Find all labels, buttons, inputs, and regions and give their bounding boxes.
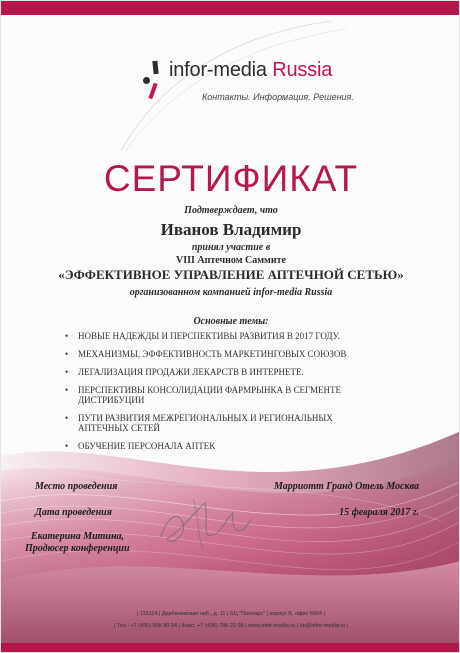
event-title: «ЭФФЕКТИВНОЕ УПРАВЛЕНИЕ АПТЕЧНОЙ СЕТЬЮ» [58, 267, 404, 282]
signature-icon [153, 489, 263, 559]
logo-tagline: Контакты. Информация. Решения. [202, 92, 354, 102]
topic-item: • ЛЕГАЛИЗАЦИЯ ПРОДАЖИ ЛЕКАРСТВ В ИНТЕРНЕТЕ. [65, 367, 365, 377]
topic-item: • ПУТИ РАЗВИТИЯ МЕЖРЕГИОНАЛЬНЫХ И РЕГИОНАЛЬНЫХ АПТЕЧНЫХ СЕТЕЙ [65, 413, 365, 433]
contacts-phones: | Тел.: +7 (495) 995 80 04 | Факс: +7 (495) 786 22 06 | www.infor-media.ru | do@infor-media.ru | [113, 623, 349, 629]
recipient-name: Иванов Владимир [160, 220, 302, 239]
participated-text: принял участие в [191, 242, 271, 253]
signer-role: Продюсер конференции [25, 543, 130, 554]
confirms-text: Подтверждает, что [184, 205, 278, 216]
contacts-address: | 115114 | Дербеневская наб., д. 11 | БЦ "Полларс" | корпус Б, офис 6504 | [136, 611, 326, 617]
signer-name: Екатерина Митина, [31, 531, 125, 542]
topic-item: • ПЕРСПЕКТИВЫ КОНСОЛИДАЦИИ ФАРМРЫНКА В СЕГМЕНТЕ ДИСТРИБУЦИИ [65, 385, 365, 405]
topic-item: • НОВЫЕ НАДЕЖДЫ И ПЕРСПЕКТИВЫ РАЗВИТИЯ В 2017 ГОДУ. [65, 331, 365, 341]
topic-item: • МЕХАНИЗМЫ, ЭФФЕКТИВНОСТЬ МАРКЕТИНГОВЫХ СОЮЗОВ [65, 349, 365, 359]
logo-brand-main: infor-media [169, 59, 267, 81]
organizer-text: организованном компанией infor-media Russia [129, 287, 333, 298]
date-label: Дата проведения [35, 507, 112, 518]
logo-wordmark [169, 59, 332, 82]
topics-heading: Основные темы: [193, 316, 269, 327]
date-value: 15 февраля 2017 г. [339, 507, 419, 518]
bottom-accent-bar [1, 643, 460, 653]
infor-media-logo [119, 57, 354, 109]
venue-label: Место проведения [35, 481, 118, 492]
venue-value: Марриотт Гранд Отель Москва [273, 481, 419, 492]
event-name: VIII Аптечном Саммите [176, 255, 286, 266]
logo-brand-country: Russia [272, 59, 333, 81]
topic-item: • ОБУЧЕНИЕ ПЕРСОНАЛА АПТЕК [65, 441, 365, 451]
topics-list [65, 331, 365, 459]
certificate-title: СЕРТИФИКАТ [103, 158, 359, 199]
